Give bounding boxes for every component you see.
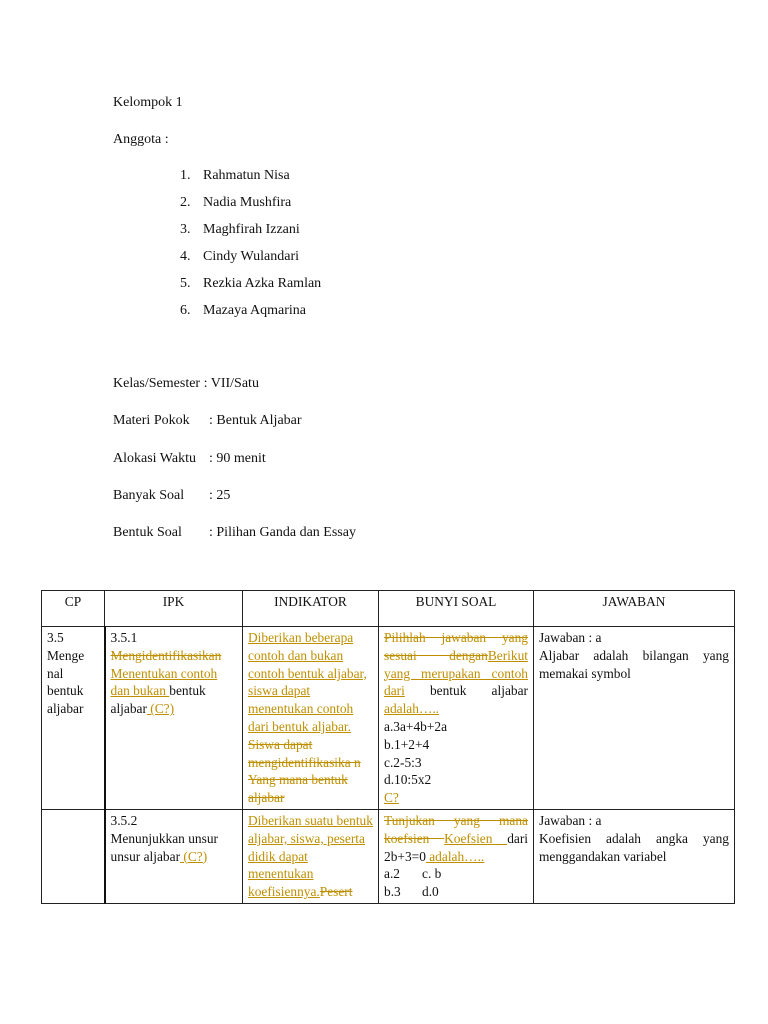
option-c: c.2-5:3 <box>384 754 422 770</box>
info-value: : Pilihan Ganda dan Essay <box>209 525 356 540</box>
member-item <box>180 221 300 239</box>
ipk-text: Menunjukkan unsur unsur aljabar <box>110 830 218 864</box>
member-name: Nadia Mushfira <box>203 195 292 210</box>
info-label: Materi Pokok <box>113 413 190 428</box>
question-text: dari 2b+3=0 <box>384 830 529 864</box>
header-bunyi-soal: BUNYI SOAL <box>379 591 534 627</box>
info-label: Kelas/Semester <box>113 376 201 391</box>
option-b: b.1+2+4 <box>384 736 430 752</box>
header-cp: CP <box>42 591 105 627</box>
ipk-number: 3.5.2 <box>110 812 138 828</box>
member-name: Maghfirah Izzani <box>203 222 300 237</box>
info-kelas <box>113 375 259 393</box>
cp-line: bentuk <box>47 683 84 699</box>
option-d: d.10:5x2 <box>384 772 432 788</box>
member-number: 3. <box>180 222 191 237</box>
table-row <box>42 627 735 810</box>
info-alokasi <box>113 450 266 468</box>
question-stem <box>384 812 528 865</box>
inserted-text: Menentukan contoh dan bukan <box>110 665 218 699</box>
member-name: Mazaya Aqmarina <box>203 303 307 318</box>
answer-text: Aljabar adalah bilangan yang memakai symbol <box>539 647 729 681</box>
option-b: b.3 <box>384 884 401 900</box>
member-item <box>180 194 291 212</box>
table-header-row <box>42 591 735 627</box>
info-bentuk <box>113 524 356 542</box>
info-value: : 90 menit <box>209 451 266 466</box>
members-label: Anggota : <box>113 132 169 147</box>
deleted-text: Tunjukan yang mana koefsien <box>384 812 528 846</box>
cell-ipk <box>105 627 243 810</box>
indicator-text <box>248 812 373 901</box>
deleted-text: Mengidentifikasikan <box>110 647 222 663</box>
answer-text: Koefisien adalah angka yang menggandakan variabel <box>539 830 729 864</box>
member-number: 5. <box>180 276 191 291</box>
info-value: : 25 <box>209 488 231 503</box>
info-label: Bentuk Soal <box>113 525 182 540</box>
cognitive-level-tag: (C?) <box>180 848 208 864</box>
deleted-text: Pesert <box>319 884 353 900</box>
option-row <box>384 883 528 901</box>
answer-key-tag: C? <box>384 790 399 806</box>
member-name: Rahmatun Nisa <box>203 168 290 183</box>
cp-line: Menge <box>47 647 85 663</box>
member-item <box>180 248 299 266</box>
member-item <box>180 275 321 293</box>
header-indikator: INDIKATOR <box>243 591 379 627</box>
question-text: bentuk aljabar <box>404 683 528 699</box>
option-row <box>384 865 528 883</box>
cell-bunyi-soal <box>379 809 534 903</box>
option-c: c. b <box>422 866 442 882</box>
group-title: Kelompok 1 <box>113 95 183 110</box>
inserted-text: Diberikan suatu bentuk aljabar, siswa, peserta didik dapat menentukan koefisiennya. <box>248 812 373 900</box>
cell-indikator <box>243 627 379 810</box>
deleted-text: Yang mana bentuk aljabar <box>248 772 348 806</box>
member-item <box>180 167 290 185</box>
cell-jawaban <box>534 809 735 903</box>
cell-indikator <box>243 809 379 903</box>
member-name: Cindy Wulandari <box>203 249 299 264</box>
ipk-number: 3.5.1 <box>110 630 138 645</box>
info-banyak <box>113 487 230 505</box>
deleted-text: Siswa dapat mengidentifikasika n <box>248 736 361 770</box>
cp-line: 3.5 <box>47 630 64 645</box>
question-grid-table <box>41 590 735 904</box>
inserted-text: adalah….. <box>425 848 485 864</box>
info-materi <box>113 412 302 430</box>
ipk-text: bentuk aljabar <box>110 683 206 717</box>
table-row <box>42 809 735 903</box>
inserted-text: Koefsien <box>444 830 508 846</box>
option-a: a.3a+4b+2a <box>384 718 448 734</box>
header-ipk: IPK <box>105 591 243 627</box>
deleted-text: Pilihlah jawaban yang sesuai dengan <box>384 630 528 663</box>
member-item <box>180 302 306 320</box>
inserted-text: Berikut yang merupakan contoh dari <box>384 647 528 699</box>
cell-jawaban <box>534 627 735 810</box>
info-value: : VII/Satu <box>203 376 259 391</box>
info-value: : Bentuk Aljabar <box>209 413 302 428</box>
inserted-text: adalah….. <box>384 701 440 717</box>
cp-line: nal <box>47 665 64 681</box>
member-number: 6. <box>180 303 191 318</box>
cognitive-level-tag: (C?) <box>146 701 175 717</box>
cell-ipk <box>105 809 243 903</box>
member-number: 1. <box>180 168 191 183</box>
cell-bunyi-soal <box>379 627 534 810</box>
member-number: 2. <box>180 195 191 210</box>
option-d: d.0 <box>422 884 439 900</box>
inserted-text: Diberikan beberapa contoh dan bukan contoh bentuk aljabar, siswa dapat menentukan contoh dari bentuk aljabar. <box>248 630 367 734</box>
header-jawaban: JAWABAN <box>534 591 735 627</box>
answer-heading: Jawaban : a <box>539 630 602 645</box>
question-stem <box>384 629 528 718</box>
member-name: Rezkia Azka Ramlan <box>203 276 322 291</box>
cell-cp <box>42 809 105 903</box>
answer-heading: Jawaban : a <box>539 812 602 828</box>
cp-line: aljabar <box>47 701 84 717</box>
info-label: Alokasi Waktu <box>113 451 196 466</box>
info-label: Banyak Soal <box>113 488 185 503</box>
cell-cp <box>42 627 105 810</box>
member-number: 4. <box>180 249 191 264</box>
option-a: a.2 <box>384 866 400 882</box>
